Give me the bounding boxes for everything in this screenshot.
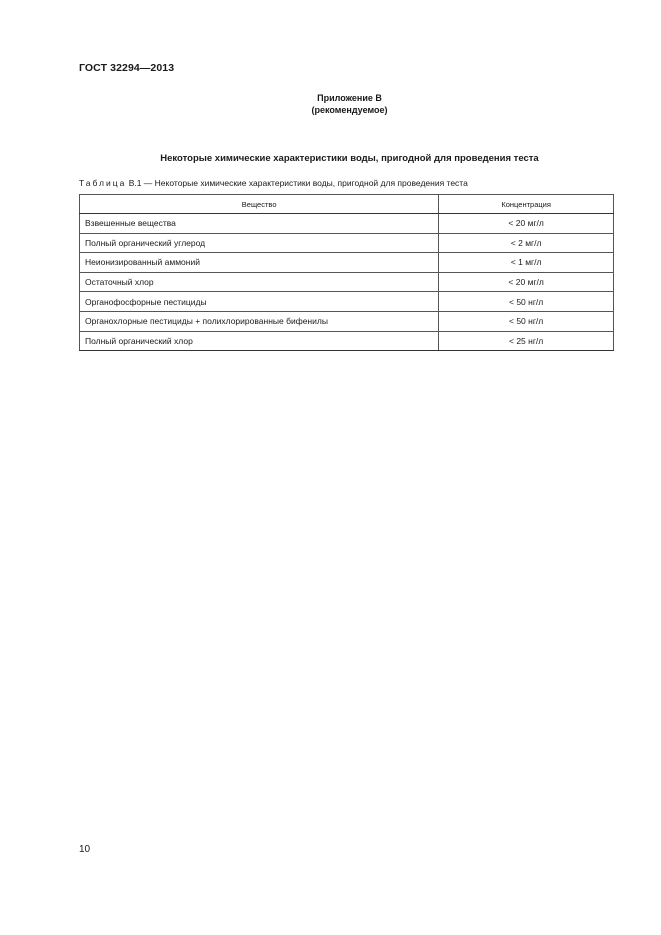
cell-substance: Полный органический хлор — [80, 331, 439, 351]
page-number: 10 — [79, 844, 91, 855]
table-caption-prefix: Таблица — [79, 178, 127, 188]
table-row — [80, 272, 614, 292]
chemical-characteristics-table — [79, 194, 614, 351]
cell-concentration: < 1 мг/л — [439, 253, 614, 273]
cell-concentration: < 20 мг/л — [439, 272, 614, 292]
cell-concentration: < 25 нг/л — [439, 331, 614, 351]
table-row — [80, 253, 614, 273]
table-row — [80, 233, 614, 253]
cell-substance: Остаточный хлор — [80, 272, 439, 292]
cell-substance: Взвешенные вещества — [80, 214, 439, 234]
table-row — [80, 311, 614, 331]
cell-concentration: < 50 нг/л — [439, 311, 614, 331]
appendix-title: Приложение В — [317, 93, 382, 103]
cell-concentration: < 50 нг/л — [439, 292, 614, 312]
appendix-heading — [0, 92, 661, 116]
cell-concentration: < 2 мг/л — [439, 233, 614, 253]
cell-substance: Неионизированный аммоний — [80, 253, 439, 273]
section-title: Некоторые химические характеристики воды, пригодной для проведения теста — [160, 153, 539, 164]
table-caption-text: В.1 — Некоторые химические характеристики воды, пригодной для проведения теста — [126, 178, 468, 188]
cell-substance: Органохлорные пестициды + полихлорированные бифенилы — [80, 311, 439, 331]
table-caption — [79, 178, 468, 188]
standard-identifier: ГОСТ 32294—2013 — [79, 62, 175, 74]
cell-concentration: < 20 мг/л — [439, 214, 614, 234]
table-row — [80, 331, 614, 351]
column-header-concentration: Концентрация — [439, 195, 614, 214]
table-row — [80, 214, 614, 234]
appendix-status: (рекомендуемое) — [311, 105, 388, 115]
cell-substance: Органофосфорные пестициды — [80, 292, 439, 312]
table-header-row — [80, 195, 614, 214]
column-header-substance: Вещество — [80, 195, 439, 214]
cell-substance: Полный органический углерод — [80, 233, 439, 253]
table-row — [80, 292, 614, 312]
